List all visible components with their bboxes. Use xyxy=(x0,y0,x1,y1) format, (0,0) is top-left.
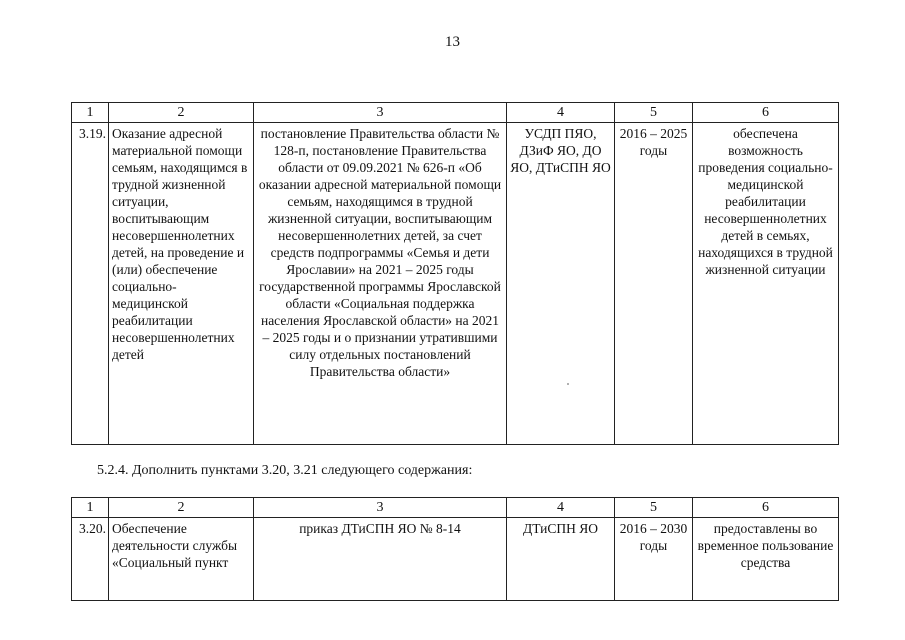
legal-basis: приказ ДТиСПН ЯО № 8-14 xyxy=(254,518,507,601)
amendment-paragraph: 5.2.4. Дополнить пунктами 3.20, 3.21 следующего содержания: xyxy=(97,463,473,478)
header-col-6: 6 xyxy=(693,103,839,123)
table-row xyxy=(72,518,839,601)
page-number: 13 xyxy=(445,34,460,50)
header-col-2: 2 xyxy=(109,103,254,123)
item-number: 3.20. xyxy=(72,518,109,601)
header-col-3: 3 xyxy=(254,103,507,123)
scan-speck xyxy=(567,383,569,385)
expected-result: предоставлены во временное пользование средства xyxy=(693,518,839,601)
table-row xyxy=(72,123,839,445)
table-header-row xyxy=(72,498,839,518)
header-col-1: 1 xyxy=(72,498,109,518)
period: 2016 – 2025 годы xyxy=(615,123,693,445)
header-col-5: 5 xyxy=(615,498,693,518)
measures-table-2 xyxy=(71,497,839,601)
table-header-row xyxy=(72,103,839,123)
header-col-4: 4 xyxy=(507,498,615,518)
header-col-5: 5 xyxy=(615,103,693,123)
measure-name: Оказание адресной материальной помощи семьям, находящимся в трудной жизненной ситуации, воспитывающим несовершеннолетних детей, на проведение и (или) обеспечение социально-медицинской реабилитации несовершеннолетних детей xyxy=(109,123,254,445)
header-col-3: 3 xyxy=(254,498,507,518)
period: 2016 – 2030 годы xyxy=(615,518,693,601)
measure-name: Обеспечение деятельности службы «Социальный пункт xyxy=(109,518,254,601)
executors: УСДП ПЯО, ДЗиФ ЯО, ДО ЯО, ДТиСПН ЯО xyxy=(507,123,615,445)
legal-basis: постановление Правительства области № 128-п, постановление Правительства области от 09.09.2021 № 626-п «Об оказании адресной материальной помощи семьям, находящимся в трудной жизненной ситуации, воспитывающим несовершеннолетних детей, за счет средств подпрограммы «Семья и дети Ярославии» на 2021 – 2025 годы государственной программы Ярославской области «Социальная поддержка населения Ярославской области» на 2021 – 2025 годы и о признании утратившими силу отдельных постановлений Правительства области» xyxy=(254,123,507,445)
item-number: 3.19. xyxy=(72,123,109,445)
executors: ДТиСПН ЯО xyxy=(507,518,615,601)
header-col-6: 6 xyxy=(693,498,839,518)
header-col-1: 1 xyxy=(72,103,109,123)
header-col-2: 2 xyxy=(109,498,254,518)
expected-result: обеспечена возможность проведения социально-медицинской реабилитации несовершеннолетних детей в семьях, находящихся в трудной жизненной ситуации xyxy=(693,123,839,445)
header-col-4: 4 xyxy=(507,103,615,123)
measures-table-1 xyxy=(71,102,839,445)
